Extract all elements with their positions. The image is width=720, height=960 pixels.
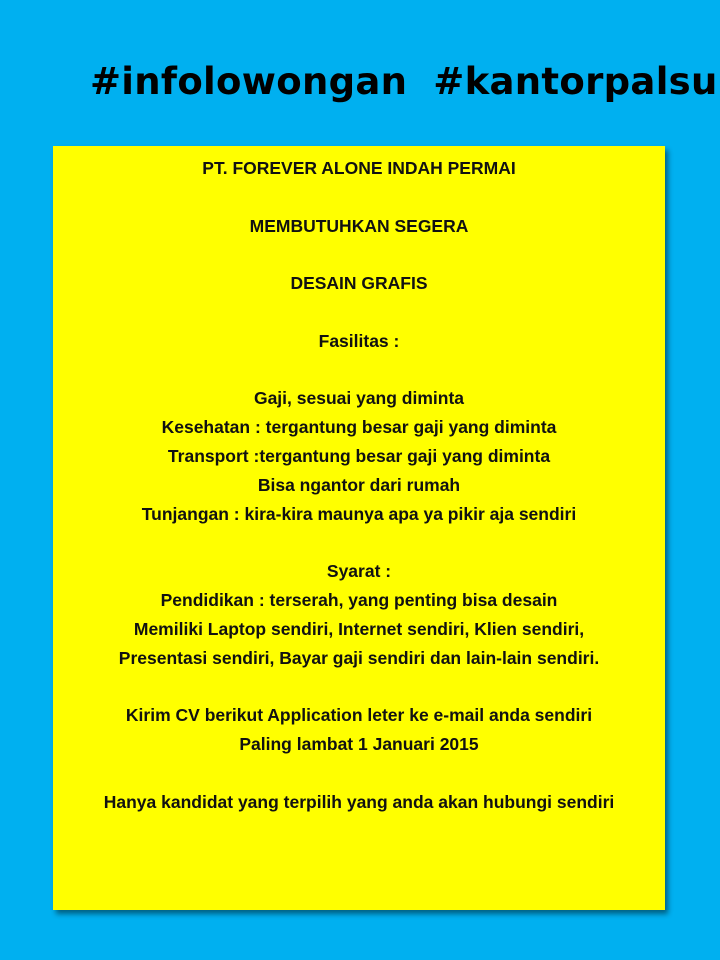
apply-deadline: Paling lambat 1 Januari 2015 [239, 733, 479, 754]
urgent-need: MEMBUTUHKAN SEGERA [249, 215, 469, 236]
facility-item: Transport :tergantung besar gaji yang diminta [167, 445, 551, 466]
facilities-heading: Fasilitas : [318, 330, 400, 351]
requirement-item: Memiliki Laptop sendiri, Internet sendiri, Klien sendiri, [133, 618, 585, 639]
job-ad-content [53, 154, 665, 816]
job-position: DESAIN GRAFIS [290, 273, 428, 294]
facility-item: Gaji, sesuai yang diminta [253, 388, 465, 409]
company-name: PT. FOREVER ALONE INDAH PERMAI [202, 158, 516, 178]
hashtag-kantorpalsu: #kantorpalsu [433, 60, 718, 103]
hashtag-header [0, 60, 720, 103]
requirements-heading: Syarat : [326, 561, 392, 582]
hashtag-infolowongan: #infolowongan [90, 60, 408, 103]
requirement-item: Presentasi sendiri, Bayar gaji sendiri dan lain-lain sendiri. [118, 647, 600, 668]
apply-instruction: Kirim CV berikut Application leter ke e-mail anda sendiri [125, 705, 593, 726]
facility-item: Kesehatan : tergantung besar gaji yang diminta [161, 417, 557, 438]
facility-item: Tunjangan : kira-kira maunya apa ya pikir aja sendiri [141, 503, 577, 524]
closing-note: Hanya kandidat yang terpilih yang anda akan hubungi sendiri [103, 791, 615, 812]
facility-item: Bisa ngantor dari rumah [257, 474, 461, 495]
requirement-item: Pendidikan : terserah, yang penting bisa desain [160, 589, 558, 610]
job-ad-card [53, 146, 665, 910]
